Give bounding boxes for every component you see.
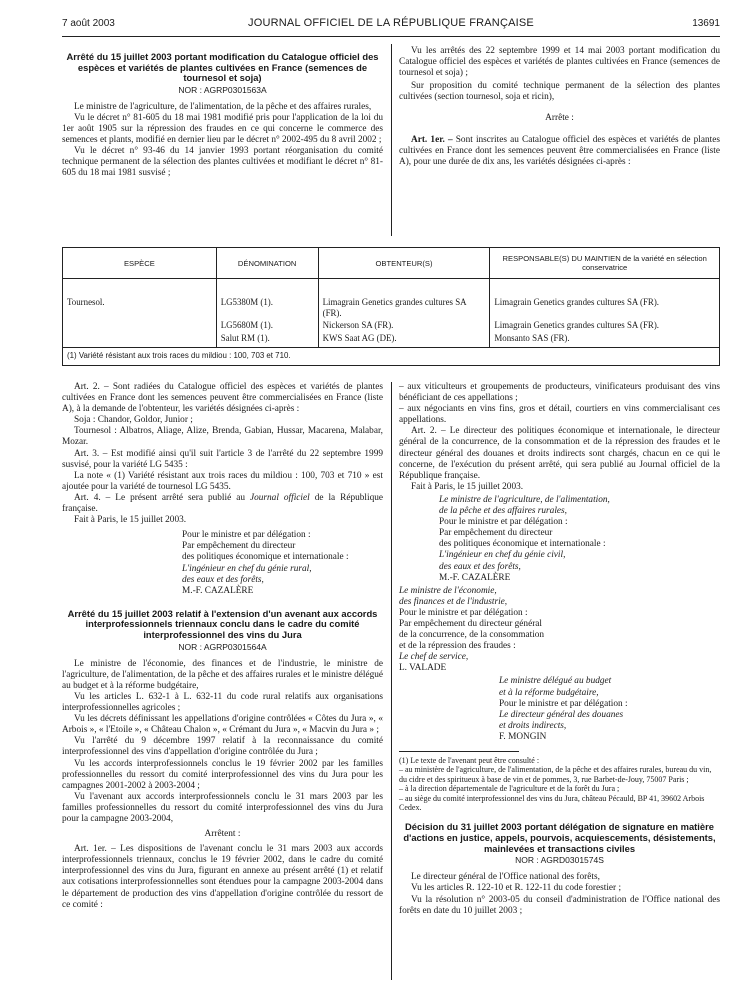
paragraph: Le ministre de l'économie, des finances et de l'industrie, le ministre de l'agriculture, de l'alimentation, de la pêche et des affaires rurales et le ministre délégué au budget et à la réforme budgétaire, [62, 658, 383, 691]
table-cell: Salut RM (1). [216, 332, 318, 348]
table-cell: KWS Saat AG (DE). [318, 332, 490, 348]
footnote: – à la direction départementale de l'agriculture et de la forêt du Jura ; [399, 784, 620, 794]
signatory-name: M.-F. CAZALÈRE [182, 585, 254, 596]
page-number: 13691 [692, 18, 720, 29]
article-2: Art. 2. – Le directeur des politiques économique et internationale, le directeur général de la concurrence, de la consommation et de la répression des fraudes et le directeur général des douanes et droits indirects sont chargés, chacun en ce qui le concerne, de l'exécution du présent arrêté, qui sera publié au Journal officiel de la République française. [399, 426, 720, 481]
article-1 [399, 135, 720, 168]
running-header [62, 18, 720, 32]
table-cell: Nickerson SA (FR). [318, 319, 490, 332]
arrete1-right-column [399, 46, 720, 168]
signature-line: des finances et de l'industrie, [399, 596, 508, 607]
issue-date: 7 août 2003 [62, 18, 115, 29]
footnote: – au ministère de l'agriculture, de l'alimentation, de la pêche et des affaires rurales, bureau du vin, du cidre et des spiritueux à base de vin et de pommes, 3, rue Barbet-de-Jouy, 75007 Paris ; [399, 765, 712, 784]
soja-list: Soja : Chandor, Goldor, Junior ; [74, 415, 193, 426]
signature-line: Le ministre délégué au budget [499, 676, 612, 687]
signature-line: de la pêche et des affaires rurales, [439, 506, 567, 517]
paragraph: Le ministre de l'agriculture, de l'alimentation, de la pêche et des affaires rurales, [74, 101, 372, 112]
list-item: – aux négociants en vins fins, gros et détail, courtiers en vins commercialisant ces appellations. [399, 404, 720, 426]
arrete1-title: Arrêté du 15 juillet 2003 portant modification du Catalogue officiel des espèces et variétés de plantes cultivées en France (semences de tournesol et soja) [66, 51, 379, 84]
table-note: (1) Variété résistant aux trois races du mildiou : 100, 703 et 710. [63, 348, 720, 366]
paragraph: Vu le décret n° 81-605 du 18 mai 1981 modifié pris pour l'application de la loi du 1er août 1905 sur la répression des fraudes en ce qui concerne le commerce des semences et plants, modifié en dernier lieu par le décret n° 2002-495 du 8 avril 2002 ; [62, 112, 383, 146]
signature-line: des eaux et des forêts, [439, 561, 521, 572]
lower-right-column [399, 382, 720, 917]
signature-line: Par empêchement du directeur [182, 541, 296, 552]
signature-line: Par empêchement du directeur [439, 528, 553, 539]
paragraph: Sur proposition du comité technique permanent de la sélection des plantes cultivées (section tournesol, soja et ricin), [399, 81, 720, 103]
article-3: Art. 3. – Est modifié ainsi qu'il suit l'article 3 de l'arrêté du 22 septembre 1999 susvisé, pour la variété LG 5435 : [62, 448, 383, 470]
arrete1-nor: NOR : AGRP0301563A [178, 84, 267, 95]
varieties-table [62, 247, 720, 366]
paragraph: Vu les articles R. 122-10 et R. 122-11 du code forestier ; [411, 883, 622, 894]
signature-line: L'ingénieur en chef du génie civil, [439, 550, 566, 561]
paragraph: Vu le décret n° 93-46 du 14 janvier 1993 portant réorganisation du comité technique permanent de la sélection des plantes cultivées et modifiant le décret n° 81-605 du 18 mai 1981 susvisé ; [62, 146, 383, 179]
article-1: Art. 1er. – Les dispositions de l'avenant conclu le 31 mars 2003 aux accords interprofessionnels triennaux, conclus le 19 février 2002, dans le cadre du comité interprofessionnel des vins du Jura, figurant en annexe au présent arrêté (1) et relatif aux cotisations interprofessionnelles sont étendues pour la campagne 2003-2004 dans le département de production des vins d'appellation d'origine contrôlée du ressort de ce comité : [62, 844, 383, 910]
table-cell: Limagrain Genetics grandes cultures SA (FR). [490, 319, 720, 332]
fait-a-paris: Fait à Paris, le 15 juillet 2003. [74, 515, 187, 526]
paragraph: Vu les accords interprofessionnels conclus le 19 février 2002 par les familles professionnelles du ressort du comité interprofessionnel des vins du Jura pour les campagnes 2001-2002 à 2003-2004 ; [62, 758, 383, 791]
footnotes [399, 756, 720, 812]
table-cell [63, 319, 217, 332]
signature-line: Par empêchement du directeur général [399, 618, 542, 629]
tournesol-list: Tournesol : Albatros, Aliage, Alize, Brenda, Gabian, Hussar, Macarena, Malabar, Mozar. [62, 426, 383, 448]
footnote: – au siège du comité interprofessionnel des vins du Jura, château Pécauld, BP 41, 39602 Arbois Cedex. [399, 793, 705, 813]
column-divider [391, 44, 392, 236]
signature-line: Le ministre de l'économie, [399, 585, 497, 596]
paragraph: Vu les arrêtés des 22 septembre 1999 et 14 mai 2003 portant modification du Catalogue officiel des espèces et variétés de plantes cultivées en France (semences de tournesol et soja) ; [399, 46, 720, 79]
article-4 [62, 493, 383, 515]
paragraph: Le directeur général de l'Office national des forêts, [411, 872, 600, 883]
signature-line: des politiques économique et internationale : [182, 552, 349, 563]
article-2: Art. 2. – Sont radiées du Catalogue officiel des espèces et variétés de plantes cultivées en France dont les semences peuvent être commercialisées en France (liste A), à la demande de l'obtenteur, les variétés désignées ci-après : [62, 382, 383, 415]
table-note-row [63, 348, 720, 366]
signature-agriculture [439, 495, 720, 584]
footnote: (1) Le texte de l'avenant peut être consulté : [399, 756, 540, 765]
paragraph: Vu les articles L. 632-1 à L. 632-11 du code rural relatifs aux organisations interprofessionnelles agricoles ; [62, 691, 383, 714]
paragraph: Vu l'arrêté du 9 décembre 1997 relatif à la reconnaissance du comité interprofessionnel des vins d'appellation d'origine contrôlée du Jura ; [62, 736, 383, 758]
journal-title: JOURNAL OFFICIEL DE LA RÉPUBLIQUE FRANÇAISE [248, 17, 534, 29]
arretent-label: Arrêtent : [204, 829, 241, 840]
signature-budget [499, 676, 720, 743]
table-row [63, 332, 720, 348]
paragraph: Vu les décrets définissant les appellations d'origine contrôlées « Côtes du Jura », « Arbois », « l'Etoile », « Château Chalon », « Crémant du Jura », « Macvin du Jura » ; [62, 714, 383, 736]
signatory-name: F. MONGIN [499, 731, 547, 742]
signatory-name: L. VALADE [399, 663, 447, 674]
table-cell: LG5680M (1). [216, 319, 318, 332]
signature-line: L'ingénieur en chef du génie rural, [182, 563, 312, 574]
paragraph: Vu l'avenant aux accords interprofessionnels conclu le 31 mars 2003 par les familles professionnelles du ressort du comité interprofessionnel des vins du Jura pour la campagne 2003-2004, [62, 791, 383, 824]
paragraph: Vu la résolution n° 2003-05 du conseil d'administration de l'Office national des forêts en date du 10 juillet 2003 ; [399, 894, 720, 916]
table-cell: LG5380M (1). [216, 279, 318, 320]
article-text: Sont inscrites au Catalogue officiel des espèces et variétés de plantes cultivées en France dont les semences peuvent être commercialisées en France (liste A), pour une durée de dix ans, les variétés désignées ci-après : [399, 134, 720, 167]
lower-left-column [62, 382, 383, 911]
header-rule [62, 36, 720, 37]
signature-line: des politiques économique et internationale : [439, 539, 606, 550]
signature-line: Le ministre de l'agriculture, de l'alimentation, [439, 494, 610, 505]
table-cell [63, 332, 217, 348]
signature-line: et à la réforme budgétaire, [499, 687, 599, 698]
signature-block [182, 530, 383, 597]
signature-line: de la concurrence, de la consommation [399, 630, 545, 641]
signature-line: Pour le ministre et par délégation : [439, 517, 568, 528]
arrete2-nor: NOR : AGRP0301564A [178, 641, 267, 652]
table-cell: Tournesol. [63, 279, 217, 320]
table-header-row [63, 248, 720, 279]
footnote-rule [399, 751, 519, 752]
list-item: – aux viticulteurs et groupements de producteurs, vinificateurs produisant des vins bénéficiant de ces appellations ; [399, 382, 720, 404]
column-header: ESPÈCE [63, 248, 217, 279]
decision-title: Décision du 31 juillet 2003 portant délégation de signature en matière d'actions en justice, appels, pourvois, acquiescements, désistements, mainlevées et transactions civiles [403, 821, 716, 854]
signatory-name: M.-F. CAZALÈRE [439, 572, 511, 583]
signature-line: Pour le ministre et par délégation : [399, 607, 528, 618]
table-cell: Monsanto SAS (FR). [490, 332, 720, 348]
article-text: de la République française. [62, 492, 384, 515]
decision-nor: NOR : AGRD0301574S [515, 855, 604, 866]
signature-line: Le chef de service, [399, 652, 469, 663]
arrete1-left-column [62, 44, 383, 180]
column-header: RESPONSABLE(S) DU MAINTIEN de la variété en sélection conservatrice [490, 248, 720, 279]
arrete2-title: Arrêté du 15 juillet 2003 relatif à l'extension d'un avenant aux accords interprofessionnels triennaux conclu dans le cadre du comité interprofessionnel des vins du Jura [67, 607, 378, 640]
article-text: Art. 4. – Le présent arrêté sera publié au [74, 492, 250, 503]
table-row [63, 279, 720, 320]
column-header: OBTENTEUR(S) [318, 248, 490, 279]
article-label: Art. 1er. – [411, 134, 453, 145]
signature-line: et droits indirects, [499, 720, 567, 731]
column-header: DÉNOMINATION [216, 248, 318, 279]
fait-a-paris: Fait à Paris, le 15 juillet 2003. [411, 481, 524, 492]
signature-line: Le directeur général des douanes [499, 709, 624, 720]
journal-name: Journal officiel [249, 492, 310, 503]
signature-economie [399, 586, 599, 675]
signature-line: et de la répression des fraudes : [399, 641, 516, 652]
signature-line: Pour le ministre et par délégation : [499, 698, 628, 709]
signature-line: Pour le ministre et par délégation : [182, 530, 311, 541]
article-3-note: La note « (1) Variété résistant aux trois races du mildiou : 100, 703 et 710 » est ajoutée pour la variété de tournesol LG 5435. [62, 470, 383, 492]
table-cell: Limagrain Genetics grandes cultures SA (FR). [318, 279, 490, 320]
arrete-label: Arrête : [545, 113, 574, 124]
table-cell: Limagrain Genetics grandes cultures SA (FR). [490, 279, 720, 320]
table-row [63, 319, 720, 332]
column-divider [391, 382, 392, 980]
signature-line: des eaux et des forêts, [182, 574, 264, 585]
